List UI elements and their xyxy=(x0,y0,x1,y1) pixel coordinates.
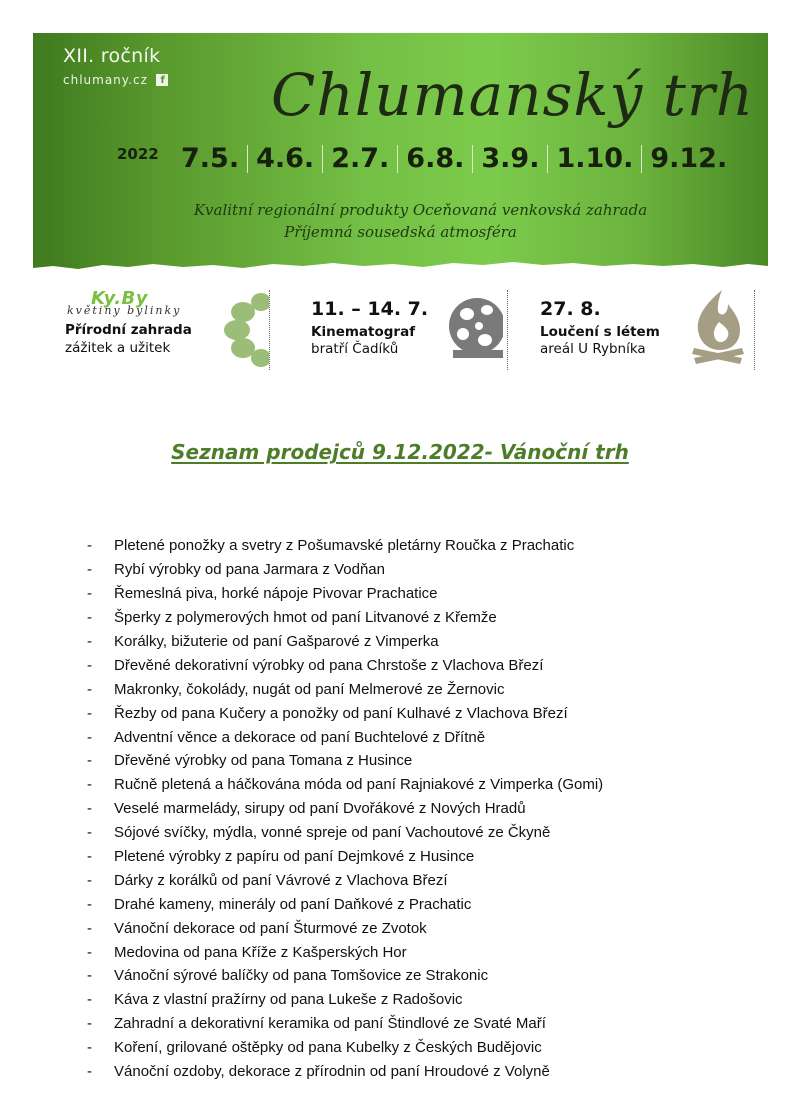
event-title: Kinematograf xyxy=(311,324,416,340)
vendor-name: Rybí výrobky od pana Jarmara z Vodňan xyxy=(114,561,385,579)
vendor-list-item xyxy=(87,940,603,964)
vendor-name: Dárky z korálků od paní Vávrové z Vlachova Březí xyxy=(114,871,448,889)
event-natural-garden xyxy=(33,278,273,373)
vendor-name: Makronky, čokolády, nugát od paní Melmerové ze Žernovic xyxy=(114,680,505,698)
list-bullet: - xyxy=(87,656,92,674)
event-title: Loučení s létem xyxy=(540,324,660,340)
list-bullet: - xyxy=(87,848,92,866)
vendor-list-item xyxy=(87,725,603,749)
market-title: Chlumanský trh xyxy=(271,61,755,129)
event-summer-farewell xyxy=(518,278,768,373)
event-subtitle: areál U Rybníka xyxy=(540,341,646,357)
vendor-list-item xyxy=(87,653,603,677)
event-date: 11. – 14. 7. xyxy=(311,298,429,320)
market-date: 4.6. xyxy=(256,143,315,174)
vendor-list-item xyxy=(87,1012,603,1036)
vendor-list-item xyxy=(87,964,603,988)
list-bullet: - xyxy=(87,1063,92,1081)
list-bullet: - xyxy=(87,1015,92,1033)
vendor-name: Korálky, bižuterie od paní Gašparové z Vimperka xyxy=(114,633,439,650)
vendor-name: Šperky z polymerových hmot od paní Litvanové z Křemže xyxy=(114,609,497,627)
vendor-name: Pletené výrobky z papíru od paní Dejmkové z Husince xyxy=(114,848,475,866)
vendor-list-item xyxy=(87,1036,603,1060)
flower-icon xyxy=(223,290,269,368)
vendor-name: Adventní věnce a dekorace od paní Buchtelové z Dřítně xyxy=(114,728,486,746)
event-title: Přírodní zahrada xyxy=(65,322,192,338)
vendor-name: Koření, grilované oštěpky od pana Kubelky z Českých Budějovic xyxy=(114,1039,542,1057)
website xyxy=(63,73,168,87)
list-bullet: - xyxy=(87,704,92,722)
list-bullet: - xyxy=(87,919,92,937)
website-link[interactable]: chlumany.cz xyxy=(63,73,148,87)
tagline-line-1: Kvalitní regionální produkty Oceňovaná venkovská zahrada xyxy=(193,201,648,219)
list-bullet: - xyxy=(87,824,92,842)
list-bullet: - xyxy=(87,1039,92,1057)
event-subtitle: bratří Čadíků xyxy=(311,341,399,357)
vendor-list-item xyxy=(87,749,603,773)
vendor-name: Řezby od pana Kučery a ponožky od paní Kulhavé z Vlachova Březí xyxy=(114,704,568,722)
vendor-name: Ručně pletená a háčkována móda od paní Rajniakové z Vimperka (Gomi) xyxy=(114,776,604,794)
kyby-logo: Ky.By xyxy=(91,288,149,309)
vendor-list-item xyxy=(87,1060,603,1084)
vendor-list-item xyxy=(87,630,603,654)
vendor-list-item xyxy=(87,773,603,797)
list-bullet: - xyxy=(87,991,92,1009)
list-bullet: - xyxy=(87,776,92,794)
list-bullet: - xyxy=(87,967,92,985)
divider xyxy=(754,290,755,370)
vendor-list-item xyxy=(87,821,603,845)
list-bullet: - xyxy=(87,633,92,650)
list-bullet: - xyxy=(87,680,92,698)
market-date: 1.10. xyxy=(556,143,634,174)
market-date: 6.8. xyxy=(406,143,465,174)
vendor-name: Medovina od pana Kříže z Kašperských Hor xyxy=(114,943,407,961)
vendor-name: Vánoční ozdoby, dekorace z přírodnin od paní Hroudové z Volyně xyxy=(114,1063,550,1081)
vendor-list-heading: Seznam prodejců 9.12.2022- Vánoční trh xyxy=(171,440,629,464)
event-date: 27. 8. xyxy=(540,298,601,320)
divider xyxy=(507,290,508,370)
vendor-list-item xyxy=(87,534,603,558)
list-bullet: - xyxy=(87,561,92,579)
vendor-list-item xyxy=(87,606,603,630)
banner xyxy=(33,33,768,270)
vendor-name: Pletené ponožky a svetry z Pošumavské pletárny Roučka z Prachatic xyxy=(114,537,575,555)
market-date: 2.7. xyxy=(331,143,390,174)
list-bullet: - xyxy=(87,609,92,627)
facebook-icon[interactable]: f xyxy=(156,74,168,86)
vendor-list-item xyxy=(87,558,603,582)
list-bullet: - xyxy=(87,800,92,818)
vendor-name: Sójové svíčky, mýdla, vonné spreje od paní Vachoutové ze Čkyně xyxy=(114,824,551,842)
list-bullet: - xyxy=(87,752,92,770)
list-bullet: - xyxy=(87,943,92,961)
vendor-name: Zahradní a dekorativní keramika od paní Štindlové ze Svaté Maří xyxy=(114,1015,546,1033)
list-bullet: - xyxy=(87,728,92,746)
event-cinema xyxy=(273,278,518,373)
market-date: 7.5. xyxy=(181,143,240,174)
film-reel-icon xyxy=(443,288,503,368)
list-bullet: - xyxy=(87,585,92,603)
vendor-name: Dřevěné dekorativní výrobky od pana Chrstoše z Vlachova Březí xyxy=(114,656,544,674)
vendor-list-item xyxy=(87,988,603,1012)
divider xyxy=(269,290,270,370)
events-row xyxy=(33,278,768,373)
event-subtitle: zážitek a užitek xyxy=(65,340,171,356)
market-date: 9.12. xyxy=(650,143,728,174)
vendor-name: Vánoční dekorace od paní Šturmové ze Zvotok xyxy=(114,919,427,937)
vendor-list-item xyxy=(87,868,603,892)
vendor-name: Veselé marmelády, sirupy od paní Dvořákové z Nových Hradů xyxy=(114,800,526,818)
vendor-list-item xyxy=(87,916,603,940)
vendor-list-item xyxy=(87,701,603,725)
vendor-list xyxy=(87,534,603,1083)
market-dates xyxy=(173,143,735,174)
vendor-list-item xyxy=(87,845,603,869)
vendor-name: Vánoční sýrové balíčky od pana Tomšovice ze Strakonic xyxy=(114,967,489,985)
vendor-list-item xyxy=(87,582,603,606)
list-bullet: - xyxy=(87,895,92,913)
vendor-list-item xyxy=(87,892,603,916)
vendor-name: Řemeslná piva, horké nápoje Pivovar Prachatice xyxy=(114,585,438,603)
list-bullet: - xyxy=(87,537,92,555)
vendor-name: Dřevěné výrobky od pana Tomana z Husince xyxy=(114,752,413,770)
campfire-icon xyxy=(688,286,748,368)
vendor-list-item xyxy=(87,797,603,821)
vendor-name: Drahé kameny, minerály od paní Daňkové z Prachatic xyxy=(114,895,472,913)
torn-paper-edge xyxy=(33,258,768,270)
market-date: 3.9. xyxy=(481,143,540,174)
edition-label: XII. ročník xyxy=(63,45,161,67)
vendor-list-item xyxy=(87,677,603,701)
kyby-logo-script: květiny bylinky xyxy=(67,304,182,317)
list-bullet: - xyxy=(87,871,92,889)
tagline-line-2: Příjemná sousedská atmosféra xyxy=(284,223,517,241)
year-label: 2022 xyxy=(117,145,159,163)
vendor-name: Káva z vlastní pražírny od pana Lukeše z Radošovic xyxy=(114,991,463,1009)
